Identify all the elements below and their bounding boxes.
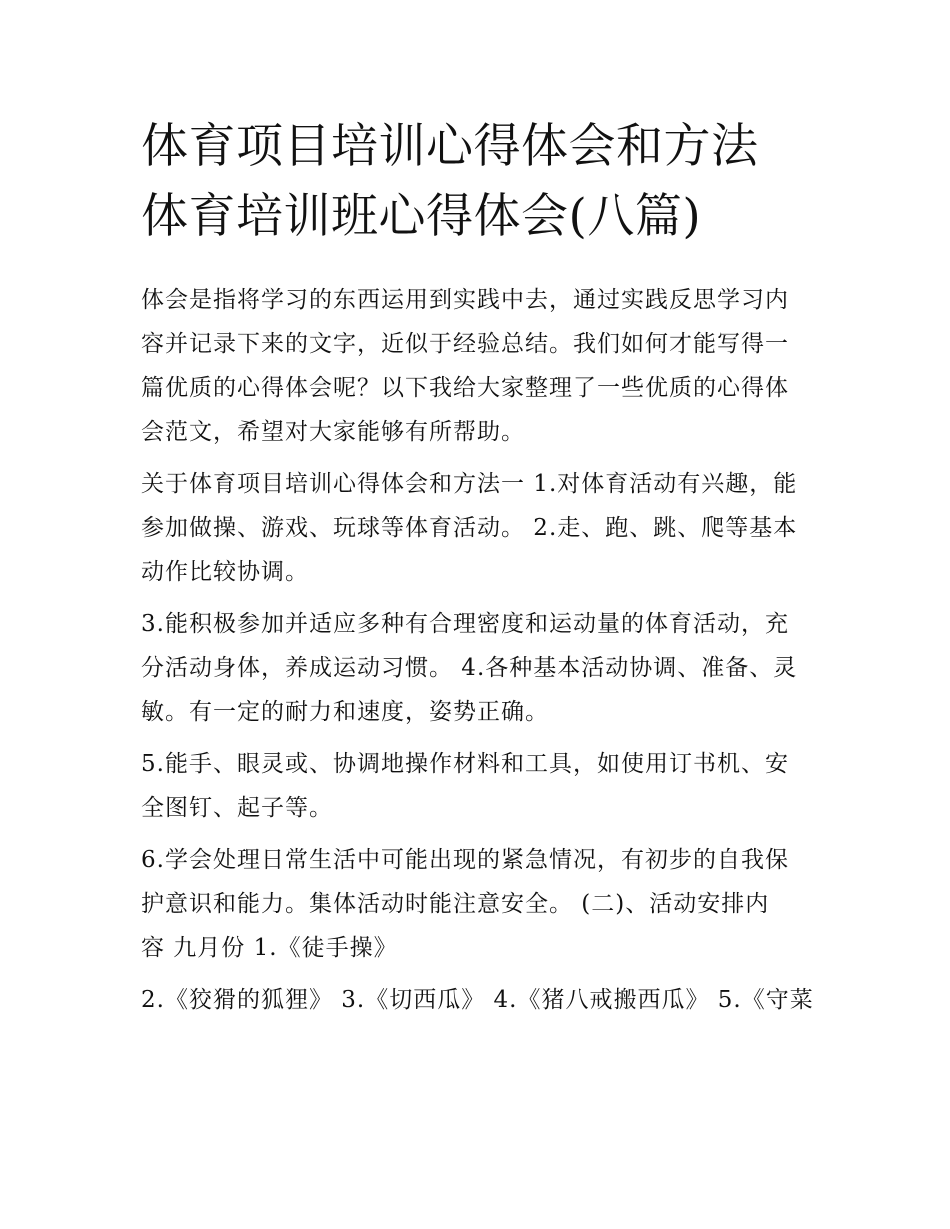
- paragraph-gap: [141, 454, 821, 462]
- text-line: 敏。有一定的耐力和速度，姿势正确。: [141, 699, 549, 725]
- text-line: 容 九月份 1.《徒手操》: [141, 935, 398, 961]
- text-line: 护意识和能力。集体活动时能注意安全。 (二)、活动安排内: [141, 891, 770, 917]
- text-line: 全图钉、起子等。: [141, 795, 333, 821]
- paragraph-goals-5: [141, 742, 821, 830]
- title-line-2: 体育培训班心得体会(八篇): [141, 189, 702, 244]
- text-line: 参加做操、游戏、玩球等体育活动。 2.走、跑、跳、爬等基本: [141, 515, 798, 541]
- text-line: 3.能积极参加并适应多种有合理密度和运动量的体育活动，充: [141, 611, 789, 637]
- paragraph-intro: [141, 278, 821, 454]
- paragraph-gap: [141, 734, 821, 742]
- text-line: 会范文，希望对大家能够有所帮助。: [141, 419, 525, 445]
- document-body: [141, 278, 821, 1022]
- paragraph-goals-6: [141, 838, 821, 970]
- text-line: 篇优质的心得体会呢？以下我给大家整理了一些优质的心得体: [141, 375, 789, 401]
- text-line: 体会是指将学习的东西运用到实践中去，通过实践反思学习内: [141, 287, 789, 313]
- text-line: 6.学会处理日常生活中可能出现的紧急情况，有初步的自我保: [141, 847, 789, 873]
- paragraph-activity-list: [141, 978, 821, 1022]
- paragraph-goals-1: [141, 462, 821, 594]
- text-line: 容并记录下来的文字，近似于经验总结。我们如何才能写得一: [141, 331, 789, 357]
- title-line-1: 体育项目培训心得体会和方法: [141, 119, 759, 174]
- text-line: 分活动身体，养成运动习惯。 4.各种基本活动协调、准备、灵: [141, 655, 798, 681]
- paragraph-gap: [141, 594, 821, 602]
- text-line: 动作比较协调。: [141, 559, 309, 585]
- text-line: 5.能手、眼灵或、协调地操作材料和工具，如使用订书机、安: [141, 751, 789, 777]
- document-title: [141, 112, 831, 252]
- text-line: 关于体育项目培训心得体会和方法一 1.对体育活动有兴趣，能: [141, 471, 798, 497]
- paragraph-gap: [141, 830, 821, 838]
- paragraph-goals-3: [141, 602, 821, 734]
- paragraph-gap: [141, 970, 821, 978]
- text-line: 2.《狡猾的狐狸》 3.《切西瓜》 4.《猪八戒搬西瓜》 5.《守菜: [141, 987, 814, 1013]
